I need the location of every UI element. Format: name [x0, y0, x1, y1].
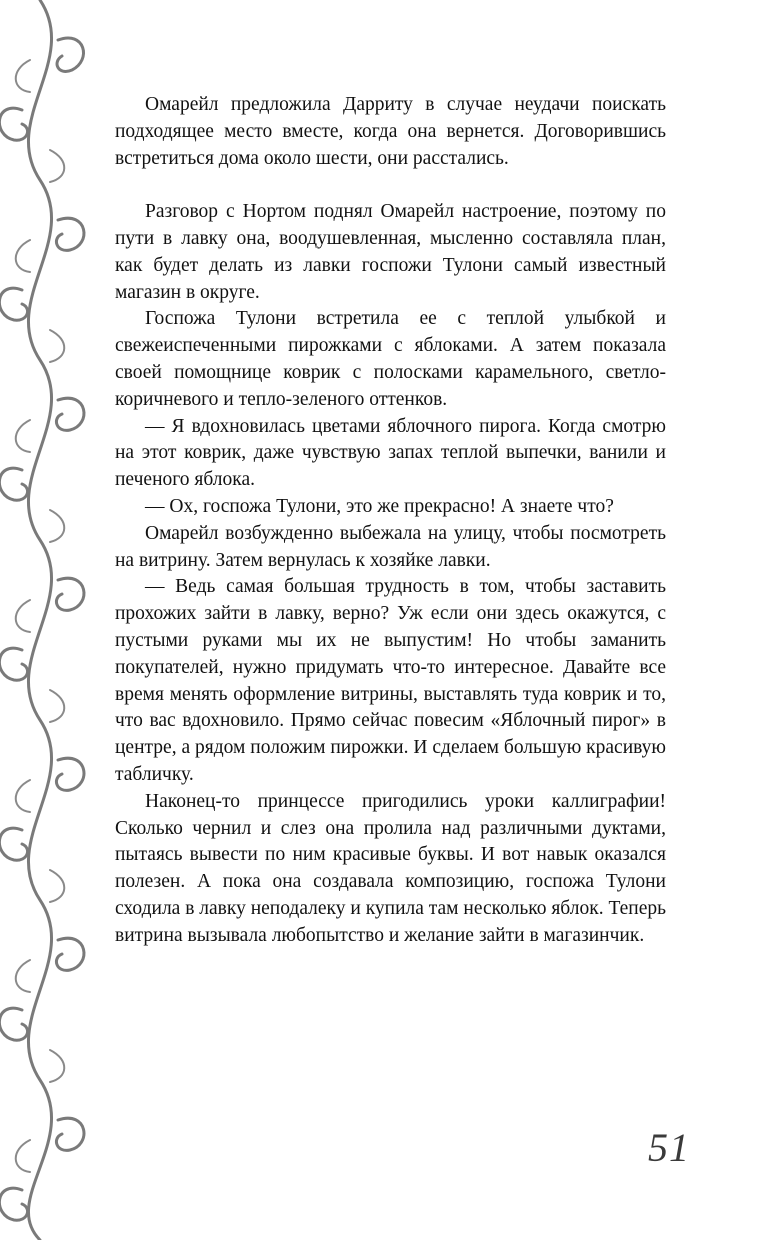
dialogue-paragraph: — Ох, госпожа Тулони, это же прекрасно! А знаете что?: [145, 495, 614, 517]
paragraph: Омарейл возбужденно выбежала на улицу, чтобы посмотреть на витрину. Затем вернулась к хозяйке лавки.: [115, 522, 666, 571]
paragraph: Омарейл предложила Дарриту в случае неудачи поискать подходящее место вместе, когда она вернется. Договорившись встретиться дома около шести, они расстались.: [115, 94, 666, 169]
paragraph: Разговор с Нортом поднял Омарейл настроение, поэтому по пути в лавку она, воодушевленная, мысленно составляла план, как будет делать из лавки госпожи Тулони самый известный магазин в округе.: [115, 201, 666, 303]
page-number: 51: [648, 1125, 690, 1170]
swirl-vine-ornament-icon: [0, 0, 100, 1240]
dialogue-paragraph: — Ведь самая большая трудность в том, чтобы заставить прохожих зайти в лавку, верно? Уж если они здесь окажутся, с пустыми руками мы их не выпустим! Но чтобы заманить покупателей, нужно придумать что-то интересное. Давайте все время менять оформление витрины, выставлять туда коврик и то, что вас вдохновило. Прямо сейчас повесим «Яблочный пирог» в центре, а рядом положим пирожки. И сделаем большую красивую табличку.: [115, 576, 666, 785]
paragraph: Госпожа Тулони встретила ее с теплой улыбкой и свежеиспеченными пирожками с яблоками. А затем показала своей помощнице коврик с полосками карамельного, светло-коричневого и тепло-зеленого оттенков.: [115, 308, 666, 410]
body-text: [115, 92, 666, 950]
dialogue-paragraph: — Я вдохновилась цветами яблочного пирога. Когда смотрю на этот коврик, даже чувствую запах теплой выпечки, ванили и печеного яблока.: [115, 415, 666, 491]
paragraph: Наконец-то принцессе пригодились уроки каллиграфии! Сколько чернил и слез она пролила над различными дуктами, пытаясь вывести по ним красивые буквы. И вот навык оказался полезен. А пока она создавала композицию, госпожа Тулони сходила в лавку неподалеку и купила там несколько яблок. Теперь витрина вызывала любопытство и желание зайти в магазинчик.: [115, 790, 667, 946]
